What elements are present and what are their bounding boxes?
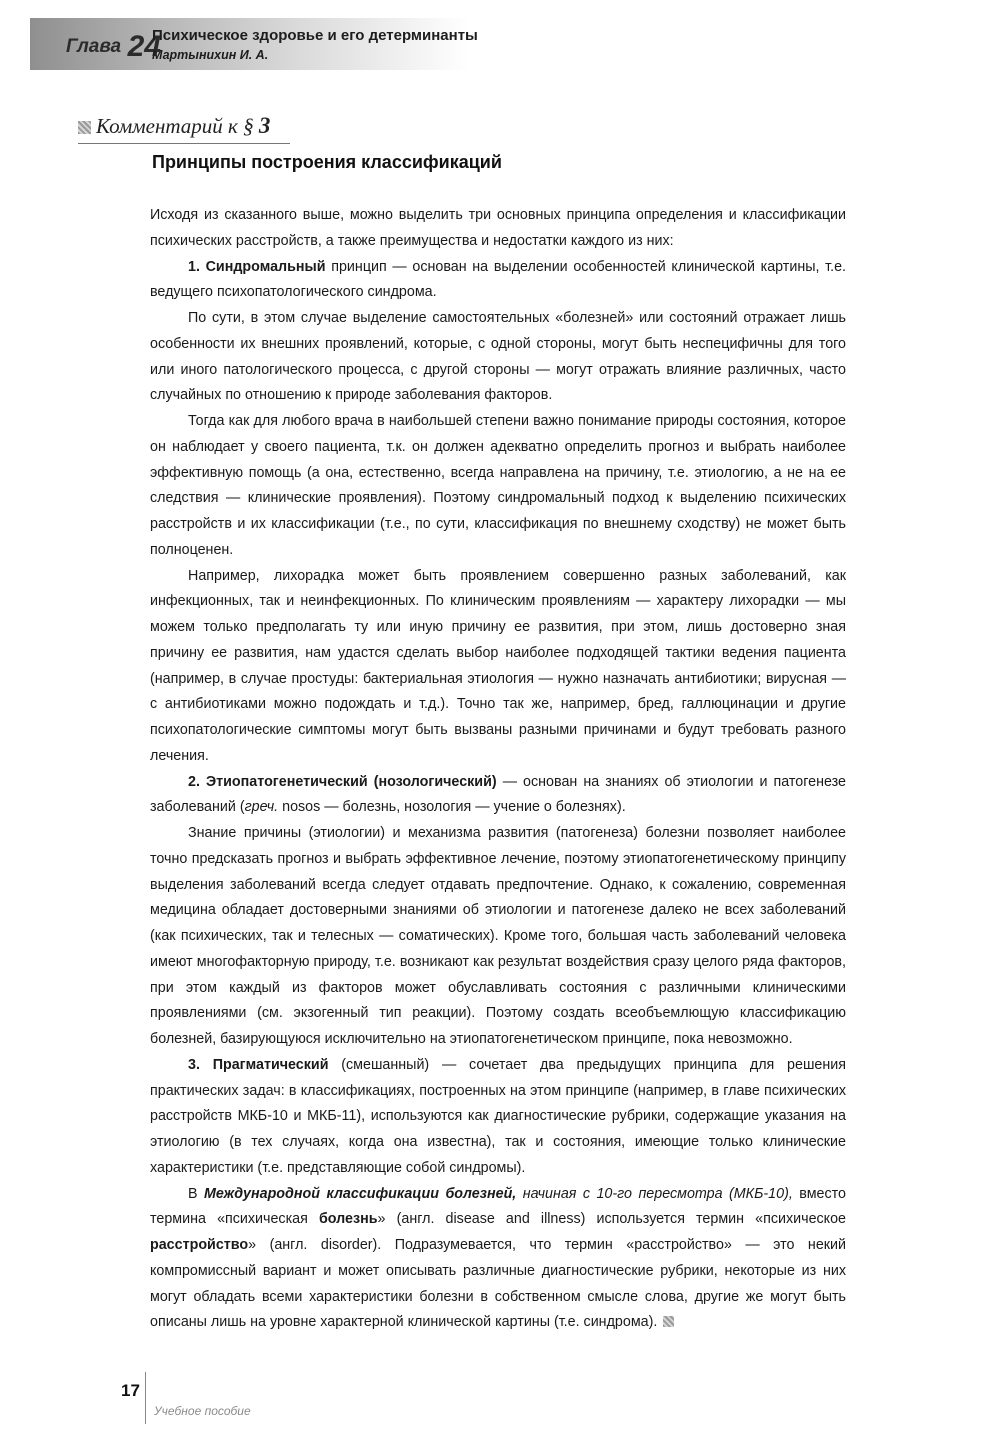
paragraph-7: Знание причины (этиологии) и механизма развития (патогенеза) болезни позволяет наиболее точно предсказать прогноз и выбрать эффективное лечение, поэтому этиопатогенетическому принципу выделения заболеваний всегда следует отдавать предпочтение. Однако, к сожалению, современная медицина обладает достоверными знаниями об этиологии и патогенезе далеко не всех заболеваний (как психических, так и телесных — соматических). Кроме того, большая часть заболеваний человека имеют многофакторную природу, т.е. возникают как результат воздействия сразу целого ряда факторов, при этом каждый из факторов может обуславливать состояния с различными клиническими проявлениями (см. экзогенный тип реакции). Поэтому создать всеобъемлющую классификацию болезней, базирующуюся исключительно на этиопатогенетическом принципе, пока невозможно. bbox=[150, 825, 846, 1047]
principle-2-title: 2. Этиопатогенетический (нозологический) bbox=[188, 773, 497, 790]
principle-3-text: (смешанный) — сочетает два предыдущих принципа для решения практических задач: в классификациях, построенных на этом принципе (например, в главе психических расстройств МКБ-10 и МКБ-11), используются как диагностические рубрики, содержащие указания на этиологию (в тех случаях, когда она известна), так и состояния, имеющие только клинические характеристики (т.е. представляющие собой синдромы). bbox=[150, 1056, 846, 1176]
page-number: 17 bbox=[121, 1381, 140, 1400]
comment-underline bbox=[78, 143, 290, 144]
principle-2-text-b: nosos — болезнь, нозология — учение о болезнях). bbox=[278, 799, 626, 816]
icd-lead: В bbox=[188, 1185, 204, 1202]
icd-text-2: » (англ. disease and illness) используется термин «психическое bbox=[377, 1211, 846, 1228]
comment-heading bbox=[96, 113, 270, 139]
paragraph-nosological bbox=[150, 770, 846, 822]
icd-text-3: » (англ. disorder). Подразумевается, что термин «расстройство» — это некий компромиссный вариант и может описывать различные диагностические рубрики, некоторые из них могут обладать всеми характеристики болезни в собственном смысле слова, другие же могут быть описаны лишь на уровне характерной клинической картины (т.е. синдрома). bbox=[150, 1237, 846, 1331]
comment-label: Комментарий к § bbox=[96, 114, 254, 138]
principle-3-title: 3. Прагматический bbox=[188, 1056, 329, 1073]
paragraph-4: Тогда как для любого врача в наибольшей степени важно понимание природы состояния, которое он наблюдает у своего пациента, т.к. он должен адекватно определить прогноз и выбрать наиболее эффективную помощь (а она, естественно, всегда направлена на причину, т.е. этиологию, а не на ее следствия — клинические проявления). Поэтому синдромальный подход к выделению психических расстройств и их классификации (т.е., по сути, классификация по внешнему сходству) не может быть полноценен. bbox=[150, 413, 846, 558]
icd-text-1: вместо термина «психическая bbox=[150, 1185, 846, 1228]
paragraph-icd bbox=[150, 1182, 846, 1337]
principle-1-text: принцип — основан на выделении особенностей клинической картины, т.е. ведущего психопатологического синдрома. bbox=[150, 258, 847, 301]
icd-term: Международной классификации болезней, bbox=[204, 1185, 517, 1202]
principle-1-title: 1. Синдромальный bbox=[188, 258, 326, 275]
paragraph-intro: Исходя из сказанного выше, можно выделить три основных принципа определения и классификации психических расстройств, а также преимущества и недостатки каждого из них: bbox=[150, 207, 846, 249]
term-disease: болезнь bbox=[318, 1211, 378, 1228]
paragraph-pragmatic bbox=[150, 1053, 846, 1182]
chapter-label bbox=[66, 30, 161, 66]
principle-2-text-a: — основан на знаниях об этиологии и патогенезе заболеваний ( bbox=[150, 773, 846, 816]
body-text bbox=[150, 203, 846, 1336]
footer-divider bbox=[145, 1372, 146, 1424]
footer-label: Учебное пособие bbox=[154, 1404, 251, 1418]
section-title: Принципы построения классификаций bbox=[152, 152, 502, 172]
principle-2-italic: греч. bbox=[244, 799, 279, 816]
term-disorder: расстройство bbox=[150, 1237, 249, 1253]
chapter-number: 24 bbox=[127, 30, 161, 63]
running-title: Психическое здоровье и его детерминанты bbox=[152, 27, 478, 44]
paragraph-syndromal bbox=[150, 255, 846, 307]
comment-section: 3 bbox=[258, 113, 271, 138]
icd-revision: начиная с 10-го пересмотра (МКБ-10), bbox=[516, 1185, 793, 1202]
chapter-word: Глава bbox=[66, 36, 122, 57]
running-author: Мартынихин И. А. bbox=[152, 48, 269, 62]
paragraph-5: Например, лихорадка может быть проявлением совершенно разных заболеваний, как инфекционных, так и неинфекционных. По клиническим проявлениям — характеру лихорадки — мы можем только предполагать ту или иную причину ее развития, при этом, лишь достоверно зная причину ее развития, нам удастся сделать выбор наиболее подходящей тактики ведения пациента (например, в случае простуды: бактериальная этиология — нужно назначать антибиотики; вирусная — с антибиотиками можно подождать и т.д.). Точно так же, например, бред, галлюцинации и другие психопатологические симптомы могут быть вызваны разными причинами и будут требовать разного лечения. bbox=[150, 567, 846, 764]
end-marker-icon bbox=[663, 1316, 674, 1327]
paragraph-3: По сути, в этом случае выделение самостоятельных «болезней» или состояний отражает лишь особенности их внешних проявлений, которые, с одной стороны, могут быть неспецифичны для того или иного патологического процесса, с другой стороны — могут отражать влияние различных, часто случайных по отношению к природе заболевания факторов. bbox=[150, 310, 846, 404]
comment-marker-icon bbox=[78, 121, 91, 134]
